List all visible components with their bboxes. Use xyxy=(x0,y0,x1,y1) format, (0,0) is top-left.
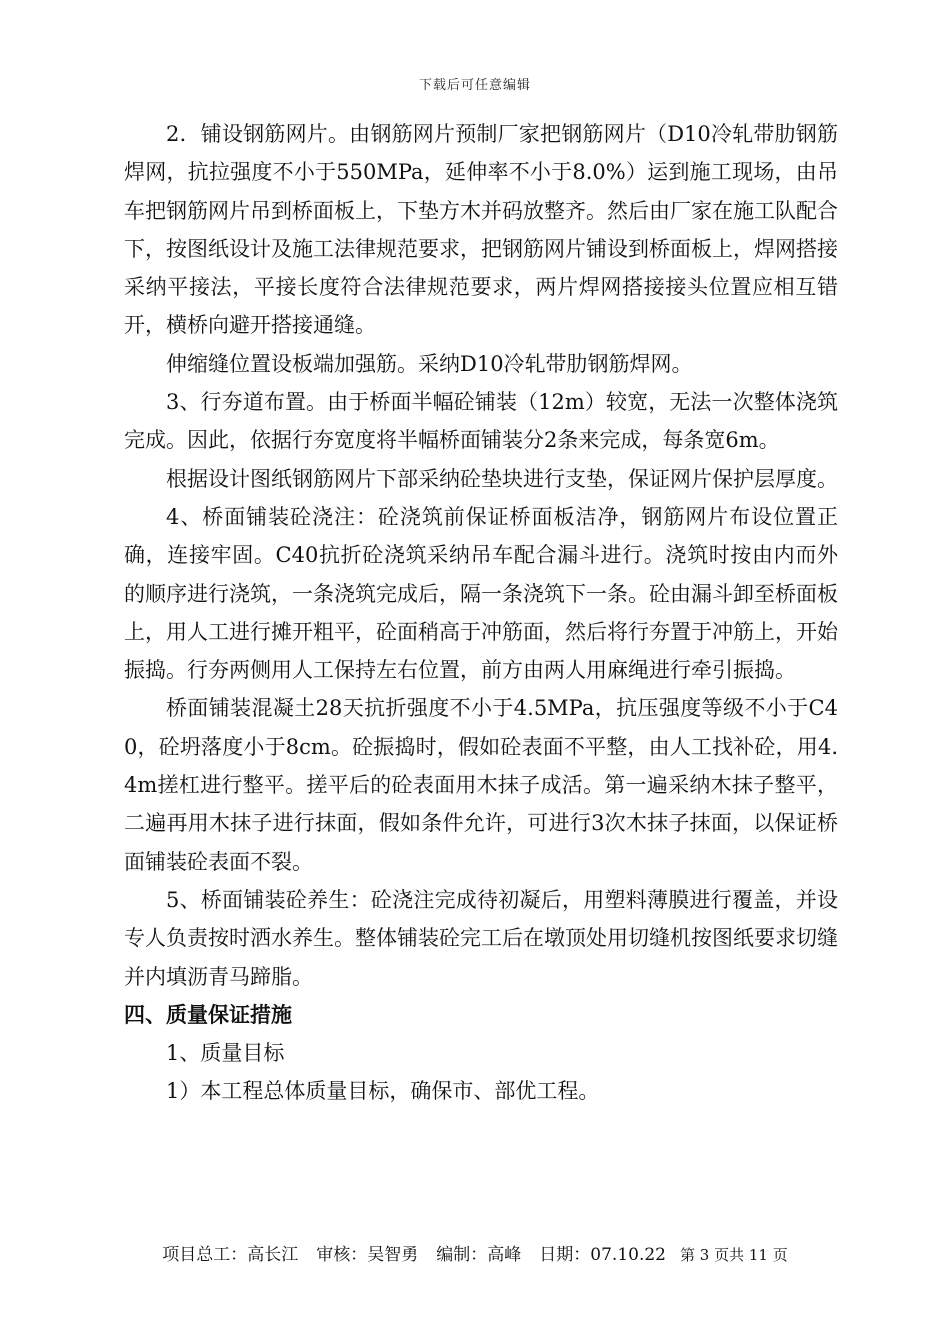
footer-date: 日期：07.10.22 xyxy=(539,1245,666,1265)
page-header: 下载后可任意编辑 xyxy=(418,78,531,93)
footer-reviewer: 审核：吴智勇 xyxy=(316,1245,419,1265)
document-body xyxy=(124,115,838,1111)
footer-chief-engineer: 项目总工：高长江 xyxy=(162,1245,299,1265)
footer-editor: 编制：高峰 xyxy=(436,1245,522,1265)
paragraph-overall-target: 1）本工程总体质量目标，确保市、部优工程。 xyxy=(166,1079,600,1104)
paragraph-quality-target: 1、质量目标 xyxy=(166,1041,285,1066)
section-heading-quality: 四、质量保证措施 xyxy=(124,1001,292,1027)
paragraph-rebar-mesh: 2．铺设钢筋网片。由钢筋网片预制厂家把钢筋网片（D10冷轧带肋钢筋焊网，抗拉强度不小于550MPa，延伸率不小于8.0%）运到施工现场，由吊车把钢筋网片吊到桥面板上，下垫方木并码放整齐。然后由厂家在施工队配合下，按图纸设计及施工法律规范要求，把钢筋网片铺设到桥面板上，焊网搭接采纳平接法，平接长度符合法律规范要求，两片焊网搭接接头位置应相互错开，横桥向避开搭接通缝。 xyxy=(124,122,838,338)
paragraph-concrete-strength: 桥面铺装混凝土28天抗折强度不小于4.5MPa，抗压强度等级不小于C40，砼坍落度小于8cm。砼振捣时，假如砼表面不平整，由人工找补砼，用4.4m搓杠进行整平。搓平后的砼表面用木抹子成活。第一遍采纳木抹子整平，二遍再用木抹子进行抹面，假如条件允许，可进行3次木抹子抹面，以保证桥面铺装砼表面不裂。 xyxy=(124,696,838,874)
page-footer xyxy=(0,1240,950,1265)
paragraph-concrete-pouring: 4、桥面铺装砼浇注：砼浇筑前保证桥面板洁净，钢筋网片布设位置正确，连接牢固。C40抗折砼浇筑采纳吊车配合漏斗进行。浇筑时按由内而外的顺序进行浇筑，一条浇筑完成后，隔一条浇筑下一条。砼由漏斗卸至桥面板上，用人工进行摊开粗平，砼面稍高于冲筋面，然后将行夯置于冲筋上，开始振捣。行夯两侧用人工保持左右位置，前方由两人用麻绳进行牵引振捣。 xyxy=(124,504,838,683)
footer-page-number: 第 3 页共 11 页 xyxy=(680,1246,788,1264)
paragraph-tamper-layout: 3、行夯道布置。由于桥面半幅砼铺装（12m）较宽，无法一次整体浇筑完成。因此，依据行夯宽度将半幅桥面铺装分2条来完成，每条宽6m。 xyxy=(124,390,838,453)
paragraph-expansion-joint: 伸缩缝位置设板端加强筋。采纳D10冷轧带肋钢筋焊网。 xyxy=(166,351,693,376)
paragraph-curing: 5、桥面铺装砼养生：砼浇注完成待初凝后，用塑料薄膜进行覆盖，并设专人负责按时洒水养生。整体铺装砼完工后在墩顶处用切缝机按图纸要求切缝并内填沥青马蹄脂。 xyxy=(124,887,838,989)
paragraph-spacer-blocks: 根据设计图纸钢筋网片下部采纳砼垫块进行支垫，保证网片保护层厚度。 xyxy=(166,466,838,491)
